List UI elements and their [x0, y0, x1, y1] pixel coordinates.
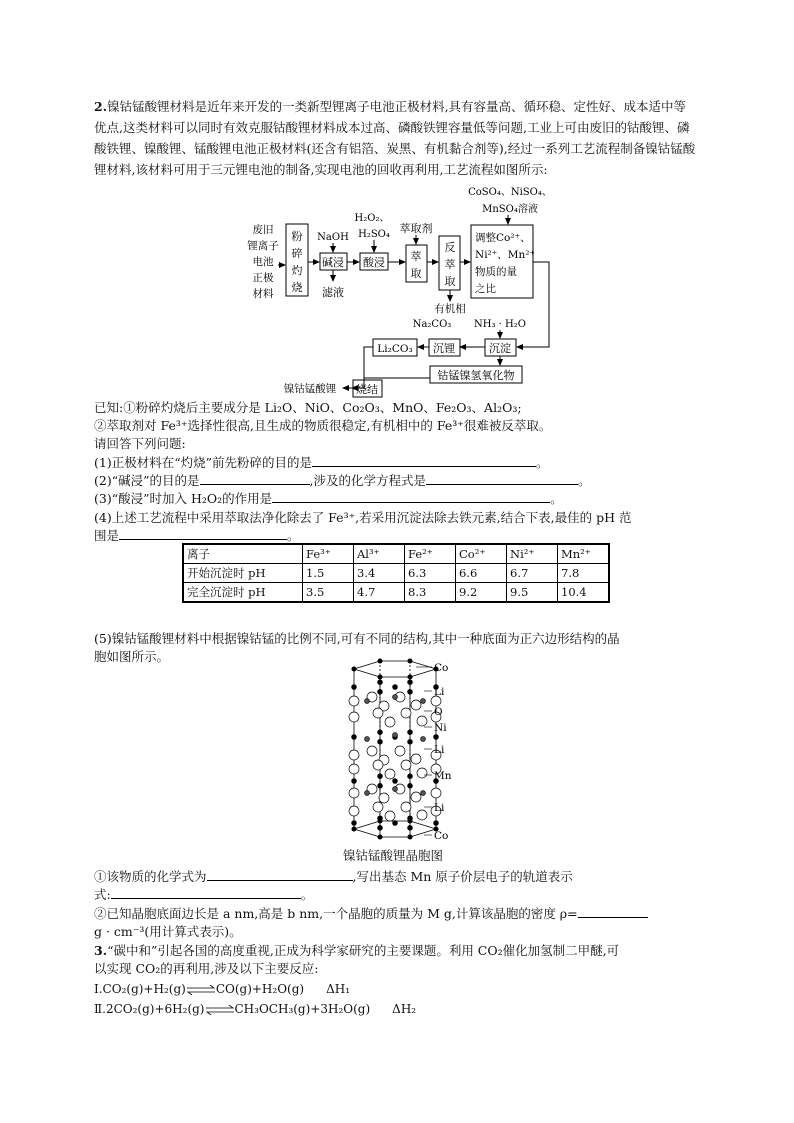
table-cell: 4.7 — [354, 583, 405, 603]
o-atom — [417, 768, 427, 778]
table-header-cell: Co²⁺ — [456, 544, 507, 564]
metal-atom — [378, 730, 383, 735]
o-atom — [385, 769, 395, 779]
sub-question-4a: (4)上述工艺流程中采用萃取法净化除去了 Fe³⁺,若采用沉淀法除去铁元素,结合下表,最佳的 pH 范 — [94, 510, 632, 525]
adjust-line3: 物质的量 — [475, 266, 517, 278]
o-atom — [385, 717, 395, 727]
reaction-2-left: Ⅱ.2CO₂(g)+6H₂(g) — [94, 1002, 205, 1016]
metal-atom — [393, 685, 398, 690]
table-header-cell: 离子 — [183, 544, 303, 564]
sub-question-5-1-text-b: ,写出基态 Mn 原子价层电子的轨道表示 — [352, 869, 573, 884]
metal-atom — [393, 821, 398, 826]
li2co3-label: Li₂CO₃ — [377, 343, 413, 355]
metal-atom — [408, 783, 413, 788]
o-atom — [411, 700, 421, 710]
o-atom — [349, 764, 359, 774]
table-header-cell: Fe²⁺ — [405, 544, 456, 564]
table-cell: 6.6 — [456, 564, 507, 583]
metal-atom — [378, 783, 383, 788]
metal-atom — [408, 689, 413, 694]
lithium-precipitate-label: 沉锂 — [433, 342, 455, 355]
li-atom — [365, 791, 370, 796]
co-atom — [378, 675, 382, 679]
crystal-label-li-3: Li — [434, 802, 445, 814]
reaction-1 — [94, 979, 350, 1000]
organic-phase-label: 有机相 — [434, 303, 466, 315]
question-3-intro-2: 以实现 CO₂的再利用,涉及以下主要反应: — [94, 961, 319, 976]
period: 。 — [300, 887, 314, 902]
crystal-label-ni: Ni — [434, 722, 447, 734]
metal-atom — [408, 816, 413, 821]
li-atom — [421, 791, 426, 796]
sinter-label: 烧结 — [356, 383, 378, 396]
sub-question-2-text: (2)“碱浸”的目的是 — [94, 473, 200, 488]
li-atom — [393, 695, 398, 700]
o-atom — [349, 750, 359, 760]
metal-atom — [408, 739, 413, 744]
li-atom — [393, 733, 398, 738]
equilibrium-arrow-icon — [205, 1005, 235, 1015]
o-atom — [379, 793, 389, 803]
sub-question-2-text-b: ,涉及的化学方程式是 — [309, 473, 426, 488]
answer-blank-3[interactable] — [272, 489, 550, 503]
reaction-2-right: CH₃OCH₃(g)+3H₂O(g) — [234, 1002, 371, 1016]
ph-table — [182, 543, 610, 603]
na2co3-label: Na₂CO₃ — [412, 319, 452, 330]
li-atom — [421, 737, 426, 742]
precipitate-label: 沉淀 — [489, 342, 511, 355]
o-atom — [411, 792, 421, 802]
table-cell: 3.5 — [303, 583, 354, 603]
co-atom — [408, 675, 412, 679]
naoh-label: NaOH — [317, 232, 349, 243]
o-atom — [373, 708, 383, 718]
crystal-label-mn: Mn — [434, 770, 452, 782]
extract-char-2: 取 — [410, 267, 422, 280]
co-atom — [352, 667, 356, 671]
grind-char-3: 灼 — [291, 264, 303, 277]
reaction-2-enthalpy: ΔH₂ — [392, 1002, 417, 1016]
grind-char-2: 碎 — [291, 247, 303, 260]
period: 。 — [536, 455, 549, 470]
feed-line2: 锂离子 — [247, 240, 279, 252]
crystal-cell-diagram — [340, 657, 470, 845]
metal-atom — [393, 779, 398, 784]
o-atom — [349, 696, 359, 706]
feed-line3: 电池 — [252, 256, 274, 268]
known-1: 已知:①粉碎灼烧后主要成分是 Li₂O、NiO、Co₂O₃、MnO、Fe₂O₃、Al₂O₃; — [94, 400, 522, 415]
reaction-2 — [94, 999, 416, 1020]
h2o2-label: H₂O₂、 — [354, 213, 390, 224]
product-label: 镍钴锰酸锂 — [283, 383, 337, 395]
table-row — [183, 564, 609, 583]
acid-leach-label: 酸浸 — [363, 256, 385, 269]
answer-blank-density[interactable] — [578, 904, 648, 918]
table-header-cell: Ni²⁺ — [507, 544, 558, 564]
metal-atom — [408, 730, 413, 735]
reaction-1-right: CO(g)+H₂O(g) — [215, 982, 305, 996]
metal-atom — [378, 739, 383, 744]
metal-atom — [352, 779, 357, 784]
metal-atom — [408, 680, 413, 685]
reaction-1-left: Ⅰ.CO₂(g)+H₂(g) — [94, 982, 186, 996]
back-char-3: 取 — [444, 275, 456, 288]
equilibrium-arrow-icon — [186, 985, 216, 995]
table-row — [183, 583, 609, 603]
sub-question-5b: 胞如图所示。 — [94, 649, 170, 664]
co-atom — [352, 827, 356, 831]
table-cell: 9.2 — [456, 583, 507, 603]
o-atom — [401, 708, 411, 718]
o-atom — [349, 788, 359, 798]
o-atom — [349, 806, 359, 816]
metal-atom — [408, 774, 413, 779]
table-cell: 9.5 — [507, 583, 558, 603]
o-atom — [431, 788, 441, 798]
o-atom — [373, 802, 383, 812]
metal-atom — [352, 685, 357, 690]
grind-char-1: 粉 — [291, 230, 303, 243]
alkali-leach-label: 碱浸 — [322, 256, 344, 269]
o-atom — [395, 746, 405, 756]
metal-atom — [378, 816, 383, 821]
li-atom — [421, 699, 426, 704]
co-atom — [408, 835, 412, 839]
o-atom — [411, 754, 421, 764]
crystal-label-co-2: Co — [434, 830, 449, 842]
ask-line: 请回答下列问题: — [94, 436, 186, 451]
table-row — [183, 544, 609, 564]
o-atom — [349, 712, 359, 722]
sub-question-4-text: 围是 — [94, 528, 120, 543]
answer-blank-orbital[interactable] — [111, 885, 301, 899]
table-cell: 开始沉淀时 pH — [183, 564, 303, 583]
adjust-line1: 调整Co²⁺、 — [475, 232, 531, 244]
crystal-caption: 镍钴锰酸锂晶胞图 — [343, 848, 444, 863]
o-atom — [367, 746, 377, 756]
question-3-intro-text: “碳中和”引起各国的高度重视,正成为科学家研究的主要课题。利用 CO₂催化加氢制二甲醚,可 — [107, 943, 620, 958]
sub-question-3 — [94, 488, 563, 509]
sulfates-label-2: MnSO₄溶液 — [482, 204, 538, 215]
known-2: ②萃取剂对 Fe³⁺选择性很高,且生成的物质很稳定,有机相中的 Fe³⁺很难被反萃取。 — [94, 418, 552, 433]
sub-question-5-1-c — [94, 884, 313, 905]
grind-char-4: 烧 — [291, 281, 303, 294]
table-header-cell: Fe³⁺ — [303, 544, 354, 564]
li-atom — [393, 787, 398, 792]
metal-atom — [378, 825, 383, 830]
metal-atom — [434, 735, 439, 740]
table-cell: 6.3 — [405, 564, 456, 583]
co-atom — [378, 659, 382, 663]
metal-atom — [378, 680, 383, 685]
sub-question-5-2-text: ②已知晶胞底面边长是 a nm,高是 b nm,一个晶胞的质量为 M g,计算该晶胞的密度 ρ= — [94, 906, 578, 921]
crystal-label-li: Li — [434, 686, 445, 698]
o-atom — [385, 811, 395, 821]
process-flow-diagram — [240, 182, 560, 400]
co-atom — [408, 659, 412, 663]
li-atom — [365, 699, 370, 704]
table-header-cell: Mn²⁺ — [558, 544, 610, 564]
filtrate-label: 滤液 — [322, 286, 344, 299]
period: 。 — [577, 473, 591, 488]
reaction-1-enthalpy: ΔH₁ — [326, 982, 351, 996]
answer-blank-2a[interactable] — [200, 471, 310, 485]
metal-atom — [352, 821, 357, 826]
sub-question-5-1-text: ①该物质的化学式为 — [94, 869, 207, 884]
sub-question-5a: (5)镍钴锰酸锂材料中根据镍钴锰的比例不同,可有不同的结构,其中一种底面为正六边形结构的晶 — [94, 631, 620, 646]
extract-char-1: 萃 — [410, 250, 422, 263]
nh3-label: NH₃ · H₂O — [474, 319, 526, 330]
sub-question-3-text: (3)“酸浸”时加入 H₂O₂的作用是 — [94, 491, 273, 506]
answer-blank-4[interactable] — [119, 526, 287, 540]
table-cell: 完全沉淀时 pH — [183, 583, 303, 603]
adjust-line2: Ni²⁺、Mn²⁺ — [475, 249, 536, 261]
feed-line1: 废旧 — [252, 224, 274, 236]
table-cell: 6.7 — [507, 564, 558, 583]
sub-question-1-text: (1)正极材料在“灼烧”前先粉碎的目的是 — [94, 455, 312, 470]
crystal-label-co: Co — [434, 662, 449, 674]
li-atom — [365, 737, 370, 742]
question-2-intro — [94, 96, 698, 180]
table-cell: 1.5 — [303, 564, 354, 583]
table-cell: 7.8 — [558, 564, 610, 583]
question-number: 2. — [94, 99, 108, 114]
table-cell: 3.4 — [354, 564, 405, 583]
metal-atom — [434, 821, 439, 826]
metal-atom — [378, 689, 383, 694]
table-cell: 10.4 — [558, 583, 610, 603]
answer-blank-2b[interactable] — [426, 471, 578, 485]
sulfates-label-1: CoSO₄、NiSO₄、 — [468, 187, 552, 198]
crystal-label-li-2: Li — [434, 744, 445, 756]
metal-atom — [378, 774, 383, 779]
co-atom — [378, 835, 382, 839]
o-atom — [417, 810, 427, 820]
sub-question-5-2-b: g · cm⁻³(用计算式表示)。 — [94, 924, 242, 939]
sub-question-5-1-text-c: 式: — [94, 887, 111, 902]
o-atom — [417, 716, 427, 726]
feed-line4: 正极 — [252, 272, 274, 284]
back-char-1: 反 — [444, 241, 456, 254]
crystal-label-o: O — [434, 706, 443, 718]
answer-blank-formula[interactable] — [207, 867, 353, 881]
hydroxide-label: 钴锰镍氢氧化物 — [437, 369, 515, 382]
adjust-line4: 之比 — [475, 283, 496, 295]
h2so4-label: H₂SO₄ — [358, 229, 390, 240]
extractant-label: 萃取剂 — [399, 222, 433, 235]
period: 。 — [550, 491, 563, 506]
answer-blank-1[interactable] — [312, 453, 536, 467]
o-atom — [373, 760, 383, 770]
question-3-number: 3. — [94, 943, 108, 958]
period: 。 — [287, 528, 300, 543]
intro-text: 镍钴锰酸锂材料是近年来开发的一类新型锂离子电池正极材料,具有容量高、循环稳、定性好、成本适中等优点,这类材料可以同时有效克服钴酸锂材料成本过高、磷酸铁锂容量低等问题,工业上可由废旧的钴酸锂、磷酸铁锂、镍酸锂、锰酸锂电池正极材料(还含有铝箔、炭黑、有机黏合剂等),经过一系列工艺流程制备镍钴锰酸锂材料,该材料可用于三元锂电池的制备,实现电池的回收再利用,工艺流程如图所示: — [94, 99, 696, 177]
table-cell: 8.3 — [405, 583, 456, 603]
feed-line5: 材料 — [252, 288, 274, 300]
metal-atom — [408, 825, 413, 830]
o-atom — [401, 802, 411, 812]
metal-atom — [352, 735, 357, 740]
o-atom — [401, 760, 411, 770]
back-char-2: 萃 — [444, 258, 456, 271]
table-header-cell: Al³⁺ — [354, 544, 405, 564]
